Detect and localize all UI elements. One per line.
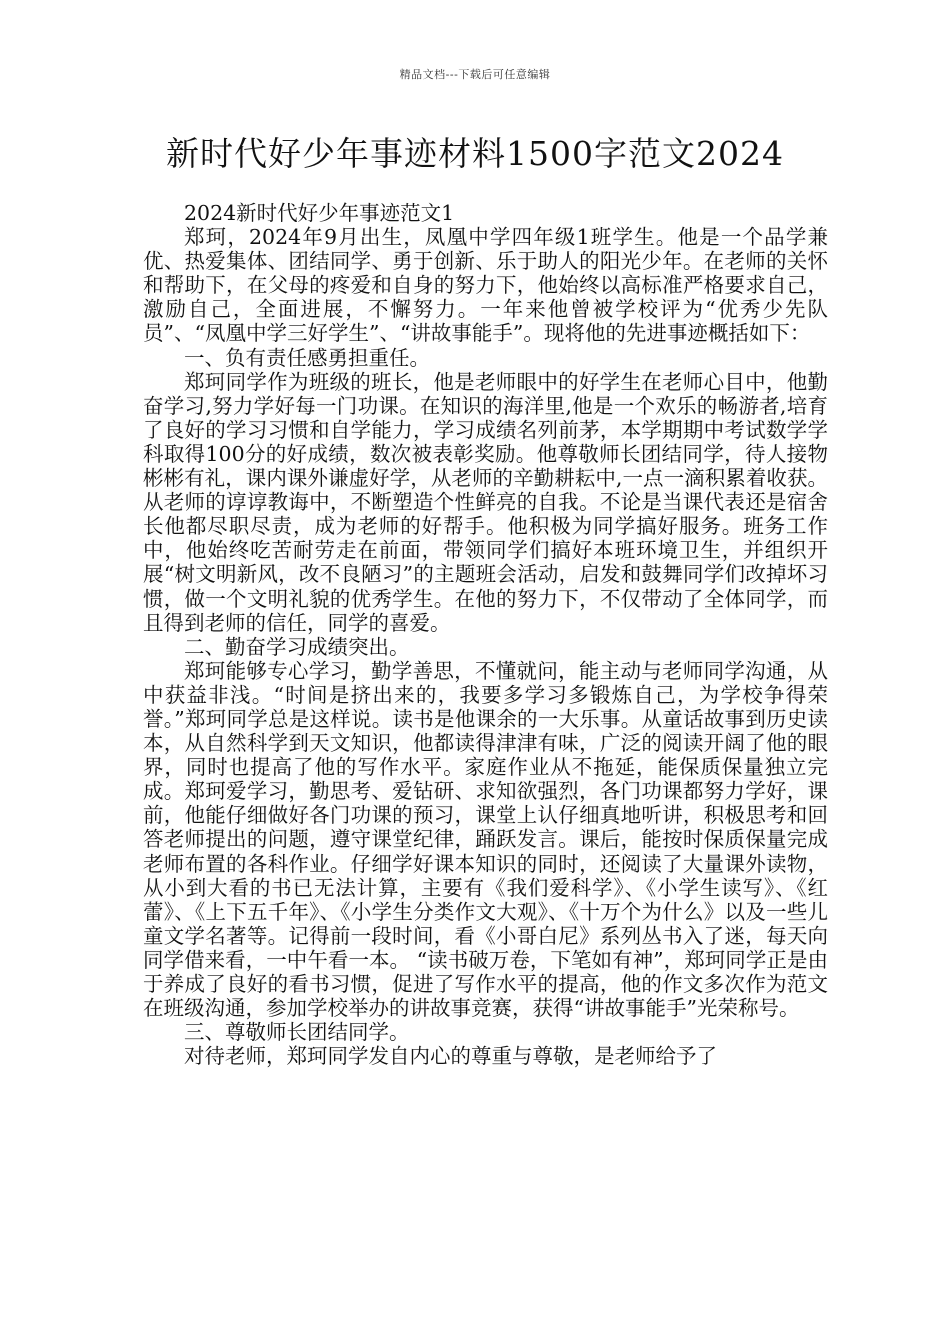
document-title: 新时代好少年事迹材料1500字范文2024: [166, 134, 784, 173]
intro-paragraph: 郑珂，2024年9月出生，凤凰中学四年级1班学生。他是一个品学兼优、热爱集体、团结同学、勇于创新、乐于助人的阳光少年。在老师的关怀和帮助下，在父母的疼爱和自身的努力下，他始终以高标准严格要求自己，激励自己，全面进展，不懈努力。一年来他曾被学校评为“优秀少先队员”、“凤凰中学三好学生”、“讲故事能手”。现将他的先进事迹概括如下：: [143, 225, 828, 346]
section-heading-1: 一、负有责任感勇担重任。: [184, 345, 430, 370]
subtitle-paragraph: 2024新时代好少年事迹范文1: [184, 201, 455, 225]
section-3-paragraph: 对待老师，郑珂同学发自内心的尊重与尊敬，是老师给予了: [184, 1044, 717, 1069]
section-2-paragraph: 郑珂能够专心学习，勤学善思，不懂就问，能主动与老师同学沟通，从中获益非浅。“时间是挤出来的，我要多学习多锻炼自己，为学校争得荣誉。”郑珂同学总是这样说。读书是他课余的一大乐事。从童话故事到历史读本，从自然科学到天文知识，他都读得津津有味，广泛的阅读开阔了他的眼界，同时也提高了他的写作水平。家庭作业从不拖延，能保质保量独立完成。郑珂爱学习，勤思考、爱钻研、求知欲强烈，各门功课都努力学好，课前，他能仔细做好各门功课的预习，课堂上认仔细真地听讲，积极思考和回答老师提出的问题，遵守课堂纪律，踊跃发言。课后，能按时保质保量完成老师布置的各科作业。仔细学好课本知识的同时，还阅读了大量课外读物，从小到大看的书已无法计算，主要有《我们爱科学》、《小学生读写》、《红蕾》、《上下五千年》、《小学生分类作文大观》、《十万个为什么》以及一些儿童文学名著等。记得前一段时间，看《小哥白尼》系列丛书入了迷，每天向同学借来看，一中午看一本。 “读书破万卷，下笔如有神”，郑珂同学正是由于养成了良好的看书习惯，促进了写作水平的提高，他的作文多次作为范文在班级沟通，参加学校举办的讲故事竞赛，获得“讲故事能手”光荣称号。: [143, 658, 828, 1021]
section-heading-2: 二、勤奋学习成绩突出。: [184, 634, 410, 659]
section-heading-3: 三、尊敬师长团结同学。: [184, 1020, 410, 1045]
document-body: [143, 201, 828, 1068]
section-1-paragraph: 郑珂同学作为班级的班长，他是老师眼中的好学生在老师心目中，他勤奋学习,努力学好每一门功课。在知识的海洋里,他是一个欢乐的畅游者,培育了良好的学习习惯和自学能力，学习成绩名列前茅，本学期期中考试数学学科取得100分的好成绩，数次被表彰奖励。他尊敬师长团结同学，待人接物彬彬有礼，课内课外谦虚好学，从老师的辛勤耕耘中,一点一滴积累着收获。从老师的谆谆教诲中，不断塑造个性鲜亮的自我。不论是当课代表还是宿舍长他都尽职尽责，成为老师的好帮手。他积极为同学搞好服务。班务工作中，他始终吃苦耐劳走在前面，带领同学们搞好本班环境卫生，并组织开展“树文明新风，改不良陋习”的主题班会活动，启发和鼓舞同学们改掉坏习惯，做一个文明礼貌的优秀学生。在他的努力下，不仅带动了全体同学，而且得到老师的信任，同学的喜爱。: [143, 369, 828, 635]
header-note: 精品文档---下载后可任意编辑: [399, 68, 551, 81]
